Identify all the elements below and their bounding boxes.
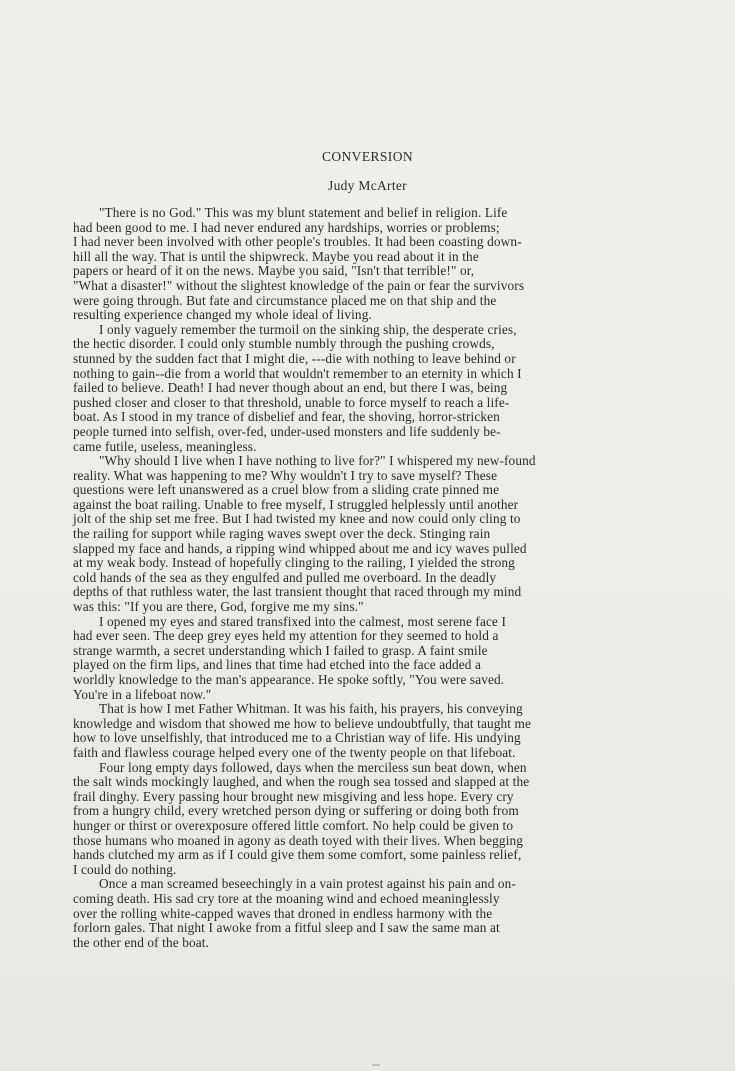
text-line: worldly knowledge to the man's appearance. He spoke softly, "You were saved. [73,672,505,687]
text-line: nothing to gain--die from a world that wouldn't remember to an eternity in which I [73,365,522,381]
text-line: the salt winds mockingly laughed, and when the rough sea tossed and slapped at the [73,774,530,790]
text-line: how to love unselfishly, that introduced me to a Christian way of life. His undying [73,730,521,746]
text-line: played on the firm lips, and lines that time had etched into the face added a [73,657,482,673]
text-line: over the rolling white-capped waves that droned in endless harmony with the [73,905,493,921]
text-line: people turned into selfish, over-fed, under-used monsters and life suddenly be- [73,423,501,439]
text-line: the hectic disorder. I could only stumble numbly through the pushing crowds, [73,336,495,352]
text-line: resulting experience changed my whole ideal of living. [73,307,372,323]
text-line: frail dinghy. Every passing hour brought new misgiving and less hope. Every cry [73,788,514,804]
text-line: jolt of the ship set me free. But I had twisted my knee and now could only cling to [73,511,521,527]
text-line: hands clutched my arm as if I could give them some comfort, some painless relief, [73,847,522,863]
text-line: were going through. But fate and circumstance placed me on that ship and the [73,292,497,308]
text-line: strange warmth, a secret understanding which I failed to grasp. A faint smile [73,642,488,658]
document-author: Judy McArter [328,178,407,193]
text-line: slapped my face and hands, a ripping wind whipped about me and icy waves pulled [73,540,527,556]
text-line: I could do nothing. [73,861,177,877]
text-line: at my weak body. Instead of hopefully clinging to the railing, I yielded the strong [73,555,515,571]
text-line: boat. As I stood in my trance of disbelief and fear, the shoving, horror-stricken [73,409,500,425]
body-text [73,206,669,950]
text-line: pushed closer and closer to that threshold, unable to force myself to reach a life- [73,394,510,410]
text-line: faith and flawless courage helped every one of the twenty people on that lifeboat. [73,744,516,760]
text-line: the railing for support while raging waves swept over the deck. Stinging rain [73,526,491,542]
scan-mark [372,1064,380,1066]
text-line: the other end of the boat. [73,934,210,950]
text-line: papers or heard of it on the news. Maybe you said, "Isn't that terrible!" or, [73,263,475,279]
text-line: "Why should I live when I have nothing to live for?" I whispered my new-found [99,453,536,469]
text-line: That is how I met Father Whitman. It was his faith, his prayers, his conveying [99,701,523,717]
text-line: had been good to me. I had never endured any hardships, worries or problems; [73,219,500,235]
text-line: from a hungry child, every wretched person dying or suffering or doing both from [73,803,519,819]
text-line: hunger or thirst or overexposure offered little comfort. No help could be given to [73,817,514,833]
text-line: was this: "If you are there, God, forgive me my sins." [73,599,364,615]
text-line: knowledge and wisdom that showed me how to believe undoubtfully, that taught me [73,715,532,731]
text-line: had ever seen. The deep grey eyes held my attention for they seemed to hold a [73,628,499,644]
text-line: "There is no God." This was my blunt statement and belief in religion. Life [99,205,508,220]
text-line: those humans who moaned in agony as death toyed with their lives. When begging [73,832,524,848]
text-line: "What a disaster!" without the slightest knowledge of the pain or fear the survivors [73,277,525,293]
text-line: hill all the way. That is until the shipwreck. Maybe you read about it in the [73,248,479,264]
text-line: cold hands of the sea as they engulfed and pulled me overboard. In the deadly [73,569,497,585]
text-line: questions were left unanswered as a cruel blow from a sliding crate pinned me [73,482,500,498]
text-line: reality. What was happening to me? Why wouldn't I try to save myself? These [73,467,498,483]
text-line: I only vaguely remember the turmoil on the sinking ship, the desperate cries, [99,321,517,337]
text-line: I opened my eyes and stared transfixed into the calmest, most serene face I [99,613,507,629]
text-line: failed to believe. Death! I had never though about an end, but there I was, being [73,380,508,396]
text-line: You're in a lifeboat now." [73,686,212,702]
text-line: came futile, useless, meaningless. [73,438,257,454]
text-line: forlorn gales. That night I awoke from a fitful sleep and I saw the same man at [73,920,500,936]
text-line: coming death. His sad cry tore at the moaning wind and echoed meaninglessly [73,890,500,906]
text-line: stunned by the sudden fact that I might die, ---die with nothing to leave behind or [73,350,516,366]
text-line: Once a man screamed beseechingly in a vain protest against his pain and on- [99,876,517,892]
text-line: Four long empty days followed, days when the merciless sun beat down, when [99,759,527,775]
text-line: against the boat railing. Unable to free myself, I struggled helplessly until another [73,496,519,512]
document-title: CONVERSION [321,149,413,164]
text-line: I had never been involved with other people's troubles. It had been coasting down- [73,234,522,250]
text-line: depths of that ruthless water, the last transient thought that raced through my mind [73,584,522,600]
